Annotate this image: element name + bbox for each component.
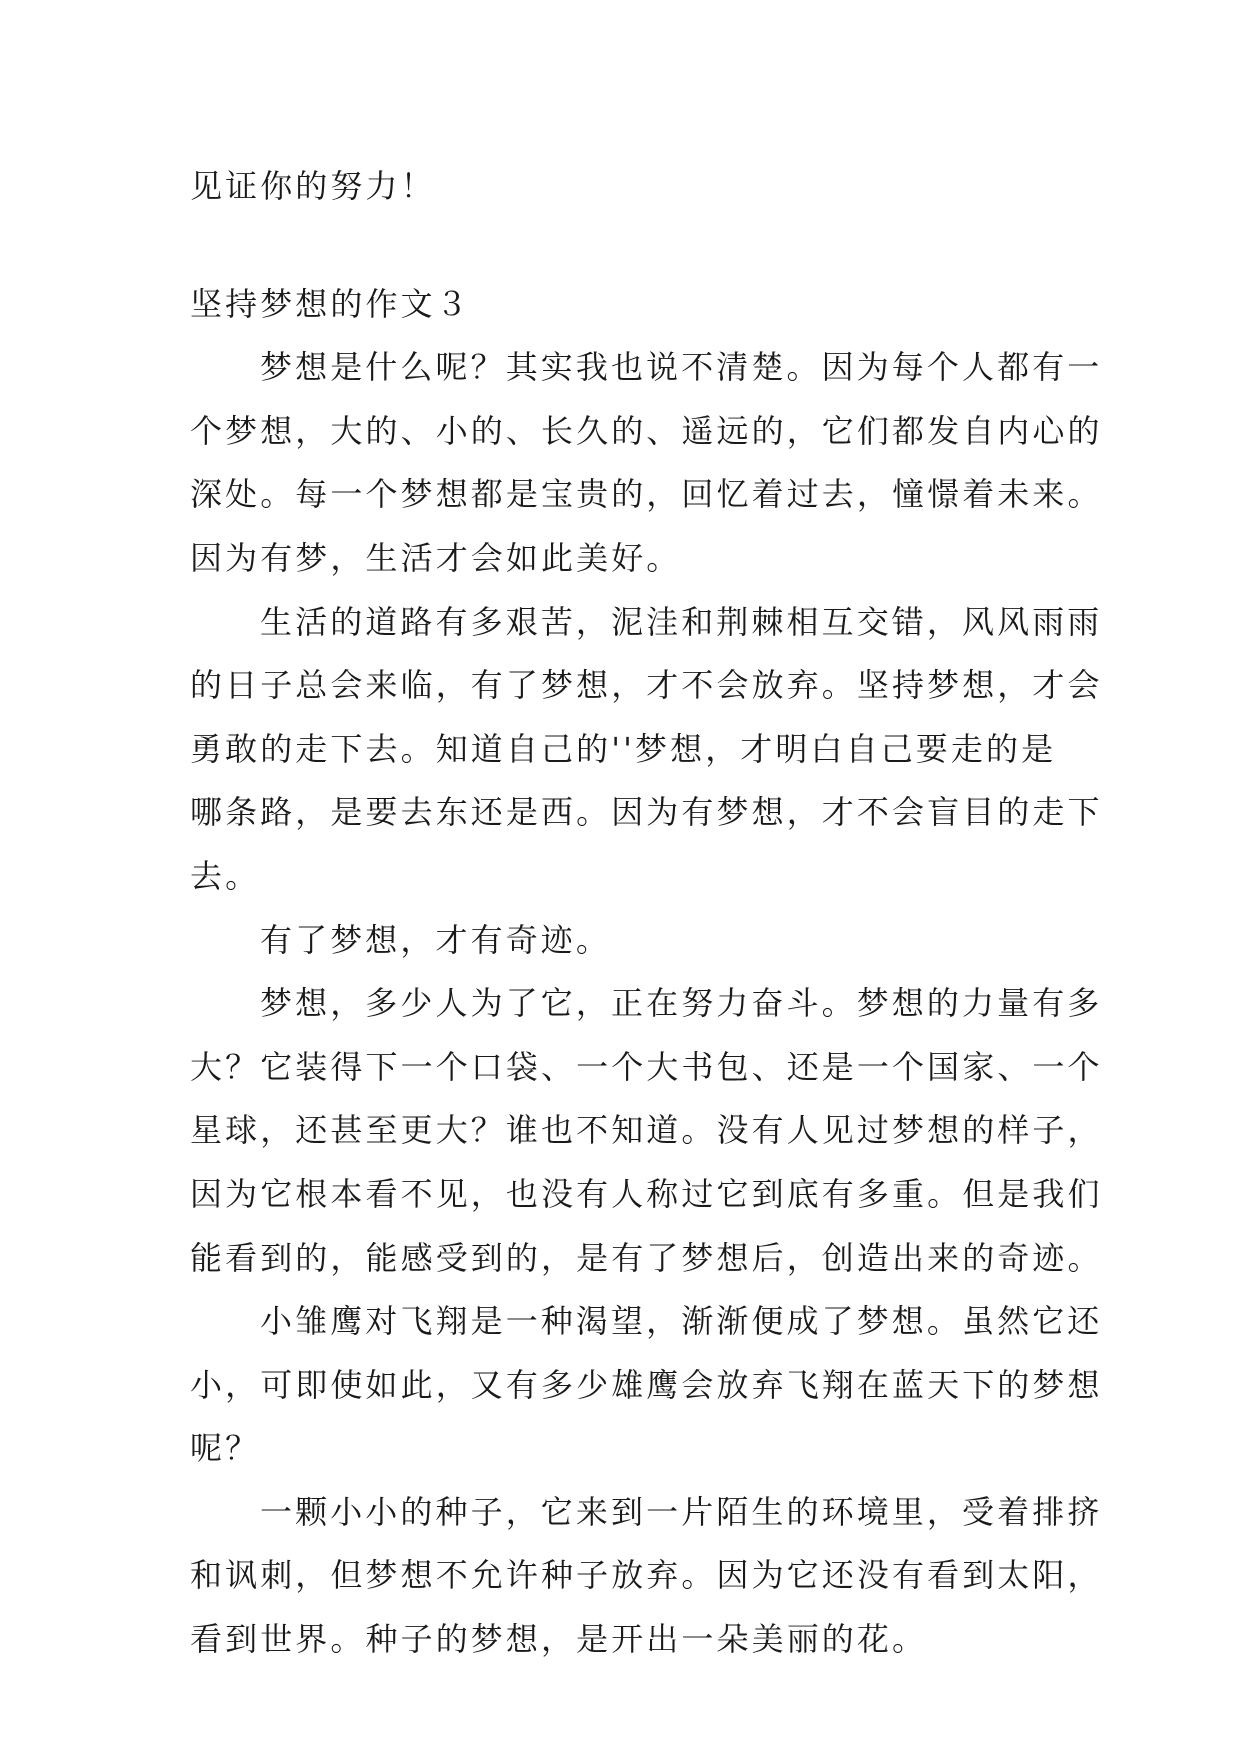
paragraph-line: 深处。每一个梦想都是宝贵的，回忆着过去，憧憬着未来。 (190, 475, 1103, 514)
paragraph-line: 能看到的，能感受到的，是有了梦想后，创造出来的奇迹。 (190, 1238, 1103, 1277)
paragraph-line: 呢？ (190, 1429, 261, 1468)
essay-heading: 坚持梦想的作文３ (190, 284, 471, 323)
paragraph-line: 的日子总会来临，有了梦想，才不会放弃。坚持梦想，才会 (190, 666, 1103, 705)
essay-paragraphs (190, 336, 1103, 1671)
essay-paragraph (190, 591, 1103, 909)
paragraph-line: 一颗小小的种子，它来到一片陌生的环境里，受着排挤 (260, 1492, 1103, 1531)
essay-paragraph (190, 1290, 1103, 1481)
paragraph-line: 去。 (190, 856, 261, 895)
paragraph-line: 生活的道路有多艰苦，泥洼和荆棘相互交错，风风雨雨 (260, 602, 1103, 641)
paragraph-line: 看到世界。种子的梦想，是开出一朵美丽的花。 (190, 1620, 928, 1659)
essay-paragraph (190, 336, 1103, 590)
paragraph-line: 有了梦想，才有奇迹。 (260, 920, 612, 959)
paragraph-line: 勇敢的走下去。知道自己的''梦想，才明白自己要走的是 (190, 729, 1057, 768)
paragraph-line: 因为有梦，生活才会如此美好。 (190, 538, 682, 577)
paragraph-line: 星球，还甚至更大？谁也不知道。没有人见过梦想的样子， (190, 1111, 1103, 1150)
paragraph-line: 大？它装得下一个口袋、一个大书包、还是一个国家、一个 (190, 1047, 1103, 1086)
paragraph-line: 个梦想，大的、小的、长久的、遥远的，它们都发自内心的 (190, 411, 1103, 450)
paragraph-line: 小雏鹰对飞翔是一种渴望，渐渐便成了梦想。虽然它还 (260, 1302, 1103, 1341)
essay-paragraph (190, 972, 1103, 1290)
paragraph-line: 小，可即使如此，又有多少雄鹰会放弃飞翔在蓝天下的梦想 (190, 1365, 1103, 1404)
paragraph-line: 梦想是什么呢？其实我也说不清楚。因为每个人都有一 (260, 348, 1103, 387)
document-body (190, 155, 1103, 1672)
continuation-line: 见证你的努力！ (190, 167, 436, 205)
paragraph-line: 梦想，多少人为了它，正在努力奋斗。梦想的力量有多 (260, 984, 1103, 1023)
paragraph-line: 和讽刺，但梦想不允许种子放弃。因为它还没有看到太阳， (190, 1556, 1103, 1595)
essay-paragraph (190, 1481, 1103, 1672)
paragraph-line: 哪条路，是要去东还是西。因为有梦想，才不会盲目的走下 (190, 793, 1103, 832)
essay-paragraph (190, 909, 1070, 973)
paragraph-line: 因为它根本看不见，也没有人称过它到底有多重。但是我们 (190, 1174, 1103, 1213)
